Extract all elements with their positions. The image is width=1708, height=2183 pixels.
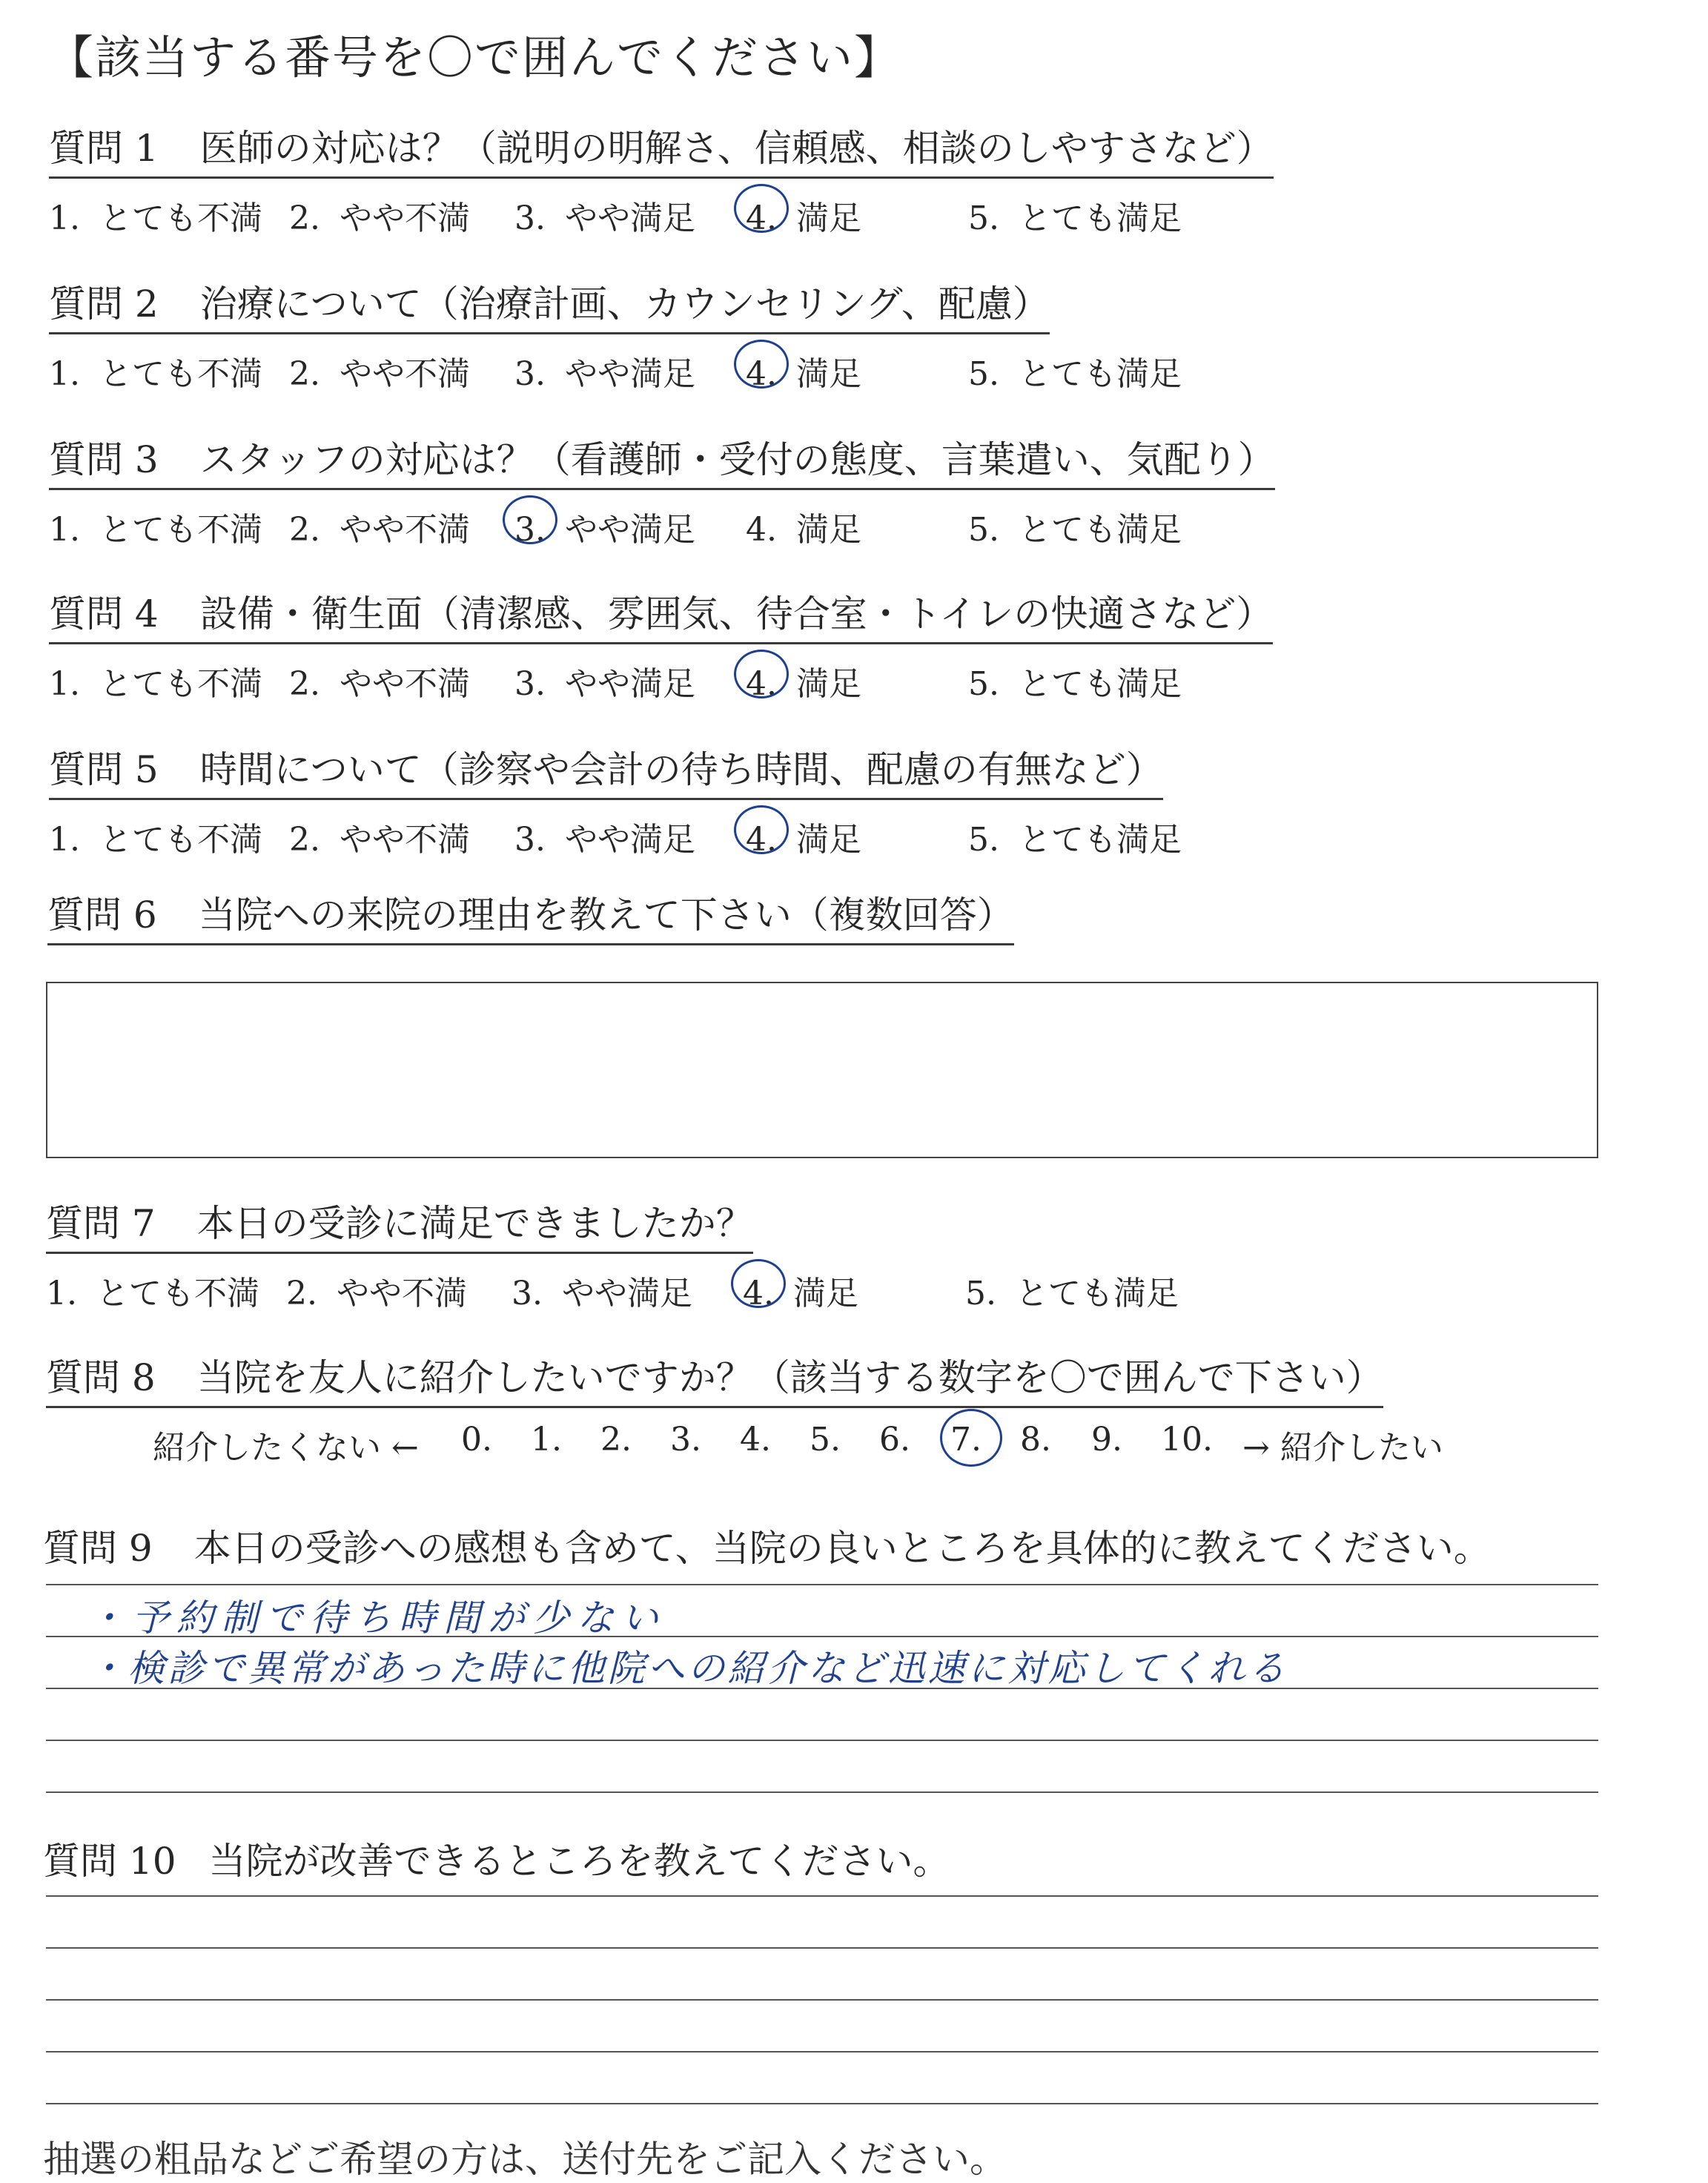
option-number: 5.: [968, 199, 999, 237]
question-number: 質問 7: [46, 1202, 156, 1245]
option-label: やや不満: [339, 511, 470, 549]
question-number: 質問 9: [43, 1527, 153, 1570]
option-label: とても満足: [1018, 199, 1182, 237]
option-4[interactable]: [746, 657, 861, 704]
question-6-title: [47, 894, 1014, 945]
option-1[interactable]: [49, 657, 262, 704]
option-number: 1.: [49, 199, 80, 237]
option-number: 2.: [286, 1275, 317, 1312]
question-4-title: [49, 593, 1273, 644]
question-1-title: [49, 128, 1274, 179]
option-number: 3.: [514, 511, 546, 549]
option-number: 1.: [49, 821, 80, 859]
scale-value-1[interactable]: 1.: [531, 1421, 562, 1459]
question-3-title: [49, 439, 1275, 490]
option-number: 3.: [514, 355, 546, 393]
answer-line: [46, 1584, 1598, 1585]
page-header: 【該当する番号を〇で囲んでください】: [47, 30, 902, 85]
question-number: 質問 2: [49, 283, 159, 326]
option-number: 4.: [746, 821, 777, 859]
question-10-title: [43, 1832, 950, 1885]
question-8-title: [46, 1357, 1383, 1408]
question-number: 質問 1: [49, 127, 159, 170]
option-5[interactable]: [968, 813, 1182, 860]
option-number: 3.: [512, 1275, 543, 1312]
selected-circle-mark: [940, 1409, 1002, 1467]
option-number: 1.: [49, 665, 80, 703]
option-number: 5.: [968, 355, 999, 393]
answer-line: [46, 2051, 1598, 2052]
option-label: とても不満: [99, 511, 262, 549]
question-number: 質問 5: [49, 748, 159, 791]
answer-line: [46, 1791, 1598, 1793]
scale-value-8[interactable]: 8.: [1020, 1421, 1051, 1459]
option-label: やや満足: [564, 821, 695, 859]
selected-circle-mark: [734, 340, 789, 389]
option-number: 2.: [289, 355, 320, 393]
option-3[interactable]: [512, 1266, 692, 1314]
selected-circle-mark: [734, 184, 789, 233]
option-label: とても不満: [99, 355, 262, 393]
option-number: 2.: [289, 199, 320, 237]
answer-line: [46, 1895, 1598, 1897]
option-number: 4.: [746, 665, 777, 703]
scale-right-label: → 紹介したい: [1242, 1429, 1443, 1467]
option-2[interactable]: [289, 813, 470, 860]
question-6-answer-box[interactable]: [46, 982, 1598, 1158]
option-label: やや満足: [564, 355, 695, 393]
scale-value-7[interactable]: 7.: [950, 1421, 982, 1459]
option-label: やや満足: [564, 511, 695, 549]
scale-value-6[interactable]: 6.: [879, 1421, 910, 1459]
question-number: 質問 3: [49, 438, 159, 481]
option-label: 満足: [792, 1275, 858, 1312]
option-label: とても不満: [96, 1275, 259, 1312]
option-label: やや満足: [564, 665, 695, 703]
option-number: 2.: [289, 511, 320, 549]
answer-line: [46, 1740, 1598, 1741]
question-text: 治療について（治療計画、カウンセリング、配慮）: [199, 283, 1050, 326]
question-9-title: [43, 1519, 1491, 1572]
option-number: 5.: [968, 665, 999, 703]
question-8-scale: [0, 1421, 1708, 1465]
option-number: 4.: [746, 511, 777, 549]
option-2[interactable]: [289, 503, 470, 550]
option-number: 4.: [746, 199, 777, 237]
option-number: 4.: [746, 355, 777, 393]
scale-value-10[interactable]: 10.: [1161, 1421, 1213, 1459]
option-3[interactable]: [514, 813, 695, 860]
question-text: 本日の受診に満足できましたか？: [196, 1202, 753, 1245]
option-number: 1.: [49, 511, 80, 549]
option-label: とても不満: [99, 665, 262, 703]
question-number: 質問 10: [43, 1840, 176, 1883]
footer-note: 抽選の粗品などご希望の方は、送付先をご記入ください。: [43, 2138, 1007, 2181]
handwritten-answer-1[interactable]: ・予約制で待ち時間が少ない: [87, 1596, 666, 1639]
option-1[interactable]: [49, 813, 262, 860]
option-number: 3.: [514, 199, 546, 237]
option-label: やや不満: [339, 199, 470, 237]
scale-value-9[interactable]: 9.: [1091, 1421, 1122, 1459]
option-number: 1.: [46, 1275, 77, 1312]
question-text: 時間について（診察や会計の待ち時間、配慮の有無など）: [199, 748, 1163, 791]
option-number: 3.: [514, 821, 546, 859]
answer-line: [46, 1999, 1598, 2001]
handwritten-answer-2[interactable]: ・検診で異常があった時に他院への紹介など迅速に対応してくれる: [87, 1647, 1288, 1690]
option-3[interactable]: [514, 191, 695, 239]
question-7-title: [46, 1203, 753, 1254]
scale-value-4[interactable]: 4.: [740, 1421, 771, 1459]
scale-left-label: 紹介したくない ←: [153, 1429, 419, 1467]
option-2[interactable]: [286, 1266, 467, 1314]
option-2[interactable]: [289, 657, 470, 704]
question-number: 質問 4: [49, 592, 159, 635]
option-2[interactable]: [289, 191, 470, 239]
option-label: 満足: [795, 665, 861, 703]
question-text: スタッフの対応は？（看護師・受付の態度、言葉遣い、気配り）: [199, 438, 1275, 481]
scale-value-2[interactable]: 2.: [600, 1421, 632, 1459]
option-3[interactable]: [514, 347, 695, 394]
option-label: 満足: [795, 821, 861, 859]
option-4[interactable]: [746, 347, 861, 394]
question-5-title: [49, 749, 1163, 800]
option-number: 2.: [289, 821, 320, 859]
option-1[interactable]: [49, 503, 262, 550]
question-text: 本日の受診への感想も含めて、当院の良いところを具体的に教えてください。: [193, 1527, 1491, 1570]
option-label: やや満足: [561, 1275, 692, 1312]
option-4[interactable]: [746, 191, 861, 239]
option-5[interactable]: [968, 503, 1182, 550]
option-number: 5.: [965, 1275, 996, 1312]
option-label: やや不満: [339, 665, 470, 703]
option-4[interactable]: [746, 813, 861, 860]
option-label: とても満足: [1018, 821, 1182, 859]
selected-circle-mark: [734, 805, 789, 854]
option-5[interactable]: [968, 657, 1182, 704]
option-number: 1.: [49, 355, 80, 393]
option-4[interactable]: [743, 1266, 858, 1314]
option-number: 2.: [289, 665, 320, 703]
option-label: 満足: [795, 511, 861, 549]
option-label: やや不満: [336, 1275, 467, 1312]
option-number: 5.: [968, 821, 999, 859]
scale-value-3[interactable]: 3.: [670, 1421, 701, 1459]
option-label: とても不満: [99, 821, 262, 859]
option-5[interactable]: [968, 347, 1182, 394]
question-text: 医師の対応は？（説明の明解さ、信頼感、相談のしやすさなど）: [199, 127, 1274, 170]
option-4[interactable]: [746, 503, 861, 550]
question-number: 質問 6: [47, 894, 157, 937]
option-number: 3.: [514, 665, 546, 703]
option-label: とても満足: [1015, 1275, 1179, 1312]
option-3[interactable]: [514, 657, 695, 704]
option-1[interactable]: [49, 191, 262, 239]
option-3[interactable]: [514, 503, 695, 550]
option-label: 満足: [795, 355, 861, 393]
option-label: とても満足: [1018, 355, 1182, 393]
option-label: とても満足: [1018, 665, 1182, 703]
option-1[interactable]: [46, 1266, 259, 1314]
option-label: 満足: [795, 199, 861, 237]
answer-line: [46, 1947, 1598, 1949]
question-text: 当院を友人に紹介したいですか？（該当する数字を〇で囲んで下さい）: [196, 1356, 1383, 1399]
question-text: 設備・衛生面（清潔感、雰囲気、待合室・トイレの快適さなど）: [199, 592, 1274, 635]
option-label: とても不満: [99, 199, 262, 237]
question-2-title: [49, 283, 1050, 334]
question-text: 当院が改善できるところを教えてください。: [208, 1840, 950, 1883]
option-label: やや満足: [564, 199, 695, 237]
answer-line: [46, 2103, 1598, 2104]
selected-circle-mark: [731, 1259, 786, 1308]
option-5[interactable]: [968, 191, 1182, 239]
option-2[interactable]: [289, 347, 470, 394]
selected-circle-mark: [734, 650, 789, 699]
option-1[interactable]: [49, 347, 262, 394]
question-number: 質問 8: [46, 1356, 156, 1399]
scale-value-5[interactable]: 5.: [810, 1421, 841, 1459]
scale-value-0[interactable]: 0.: [461, 1421, 492, 1459]
option-number: 5.: [968, 511, 999, 549]
option-number: 4.: [743, 1275, 774, 1312]
question-text: 当院への来院の理由を教えて下さい（複数回答）: [198, 894, 1014, 937]
option-label: やや不満: [339, 821, 470, 859]
option-5[interactable]: [965, 1266, 1179, 1314]
option-label: やや不満: [339, 355, 470, 393]
selected-circle-mark: [503, 495, 557, 544]
option-label: とても満足: [1018, 511, 1182, 549]
